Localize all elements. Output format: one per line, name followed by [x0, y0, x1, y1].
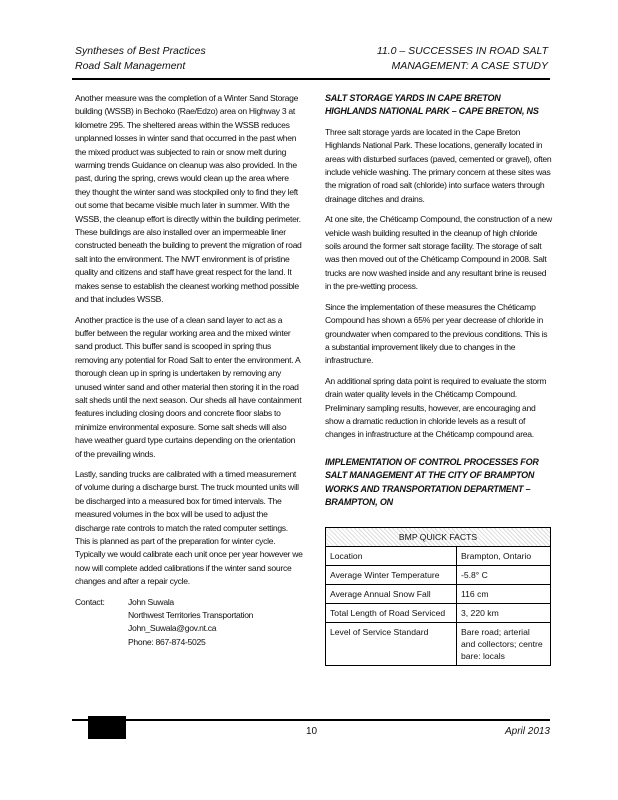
- table-row: [326, 547, 551, 566]
- row-value: 3, 220 km: [457, 604, 551, 623]
- paragraph: Another practice is the use of a clean sand layer to act as a buffer between the regular working area and the mixed winter sand product. This buffer sand is scooped in spring thus removing any potential for Road Salt to enter the environment. A thorough clean up in spring is undertaken by removing any unused winter sand and other material then storing it in the road salt sheds until the next season. Our sheds all have containment features including closing doors and concrete floor slabs to minimize environmental exposure. Some salt sheds will also have weather guard type curtains depending on the orientation of the prevailing winds.: [75, 314, 302, 459]
- table-title: BMP QUICK FACTS: [326, 528, 551, 547]
- section-heading: IMPLEMENTATION OF CONTROL PROCESSES FOR SALT MANAGEMENT AT THE CITY OF BRAMPTON WORKS AND TRANSPORTATION DEPARTMENT – BRAMPTON, ON: [325, 456, 539, 507]
- header-rule: [72, 78, 550, 80]
- table-row: [326, 566, 551, 585]
- paragraph: Since the implementation of these measures the Chéticamp Compound has shown a 65% per year decrease of chloride in groundwater when compared to the previous conditions. This is a substantial improvement likely due to changes in the infrastructure.: [325, 301, 548, 366]
- right-column: [325, 92, 553, 666]
- row-label: Level of Service Standard: [326, 623, 457, 666]
- section-subtitle: MANAGEMENT: A CASE STUDY: [391, 60, 548, 72]
- contact-label: Contact:: [75, 596, 105, 607]
- contact-name: John Suwala: [128, 596, 174, 607]
- contact-email: John_Suwala@gov.nt.ca: [128, 623, 217, 634]
- doc-subtitle: Road Salt Management: [75, 60, 186, 72]
- paragraph: An additional spring data point is required to evaluate the storm drain water quality levels in the Chéticamp Compound. Preliminary sampling results, however, are encouraging and show a dramatic reduction in chloride levels as a result of changes in infrastructure at the Chéticamp compound area.: [325, 375, 547, 440]
- paragraph: Three salt storage yards are located in the Cape Breton Highlands National Park. These locations, generally located in areas with disturbed surfaces (paved, cemented or gravel), often include vehicle washing. The primary concern at these sites was the migration of road salt (chloride) into surface waters through drainage ditches and drains.: [325, 126, 552, 204]
- paragraph: Lastly, sanding trucks are calibrated with a timed measurement of volume during a discharge burst. The truck mounted units will be discharged into a measured box for timed intervals. The measured volumes in the box will be used to adjust the discharge rate controls to match the rated computer settings. This is planned as part of the preparation for winter cycle. Typically we would calibrate each unit once per year however we now will complete added calibrations if the winter sand source changes and after a repair cycle.: [75, 468, 303, 587]
- table-row: [326, 585, 551, 604]
- quick-facts-table: [325, 527, 551, 666]
- contact-phone: Phone: 867-874-5025: [128, 636, 206, 647]
- left-column: [75, 92, 303, 649]
- section-heading: SALT STORAGE YARDS IN CAPE BRETON HIGHLANDS NATIONAL PARK – CAPE BRETON, NS: [325, 93, 539, 117]
- row-value: 116 cm: [457, 585, 551, 604]
- doc-title: Syntheses of Best Practices: [75, 45, 206, 57]
- row-label: Average Annual Snow Fall: [326, 585, 457, 604]
- contact-block: [75, 596, 303, 650]
- paragraph: Another measure was the completion of a Winter Sand Storage building (WSSB) in Bechoko (Rae/Edzo) area on Highway 3 at kilometre 295. The sheltered areas within the WSSB reduces unplanned losses in winter sand that occurred in the past when the mixed product was subjected to rain or snow melt during warming trends Guidance on cleanup was also provided. In the past, during the spring, crews would clean up the area where they thought the winter sand was stockpiled only to find they left out some that became visible much later in summer. With the WSSB, the cleanup effort is directly within the building perimeter. These buildings are also installed over an impermeable liner constructed beneath the building to prevent the migration of road salt into the environment. The NWT environment is of pristine quality and citizens and staff have great respect for the land. It makes sense to establish the cleanest working method possible and that includes WSSB.: [75, 93, 302, 305]
- footer-date: April 2013: [504, 726, 550, 737]
- row-label: Total Length of Road Serviced: [326, 604, 457, 623]
- table-row: [326, 604, 551, 623]
- row-label: Average Winter Temperature: [326, 566, 457, 585]
- footer-logo-block: [88, 716, 126, 739]
- row-label: Location: [326, 547, 457, 566]
- footer-rule: [72, 719, 550, 721]
- row-value: Bare road; arterial and collectors; centre bare: locals: [457, 623, 551, 666]
- row-value: Brampton, Ontario: [457, 547, 551, 566]
- contact-org: Northwest Territories Transportation: [128, 610, 254, 621]
- section-title: 11.0 – SUCCESSES IN ROAD SALT: [376, 45, 548, 57]
- row-value: -5.8° C: [457, 566, 551, 585]
- table-row: [326, 623, 551, 666]
- header-left: [75, 44, 206, 74]
- header-right: [377, 44, 548, 74]
- paragraph: At one site, the Chéticamp Compound, the construction of a new vehicle wash building resulted in the cleanup of high chloride soils around the former salt storage facility. The storage of salt was then moved out of the Chéticamp Compound in 2008. Salt trucks are now washed inside and any resultant brine is reused in the pre-wetting process.: [325, 214, 552, 292]
- page-number: 10: [306, 726, 318, 737]
